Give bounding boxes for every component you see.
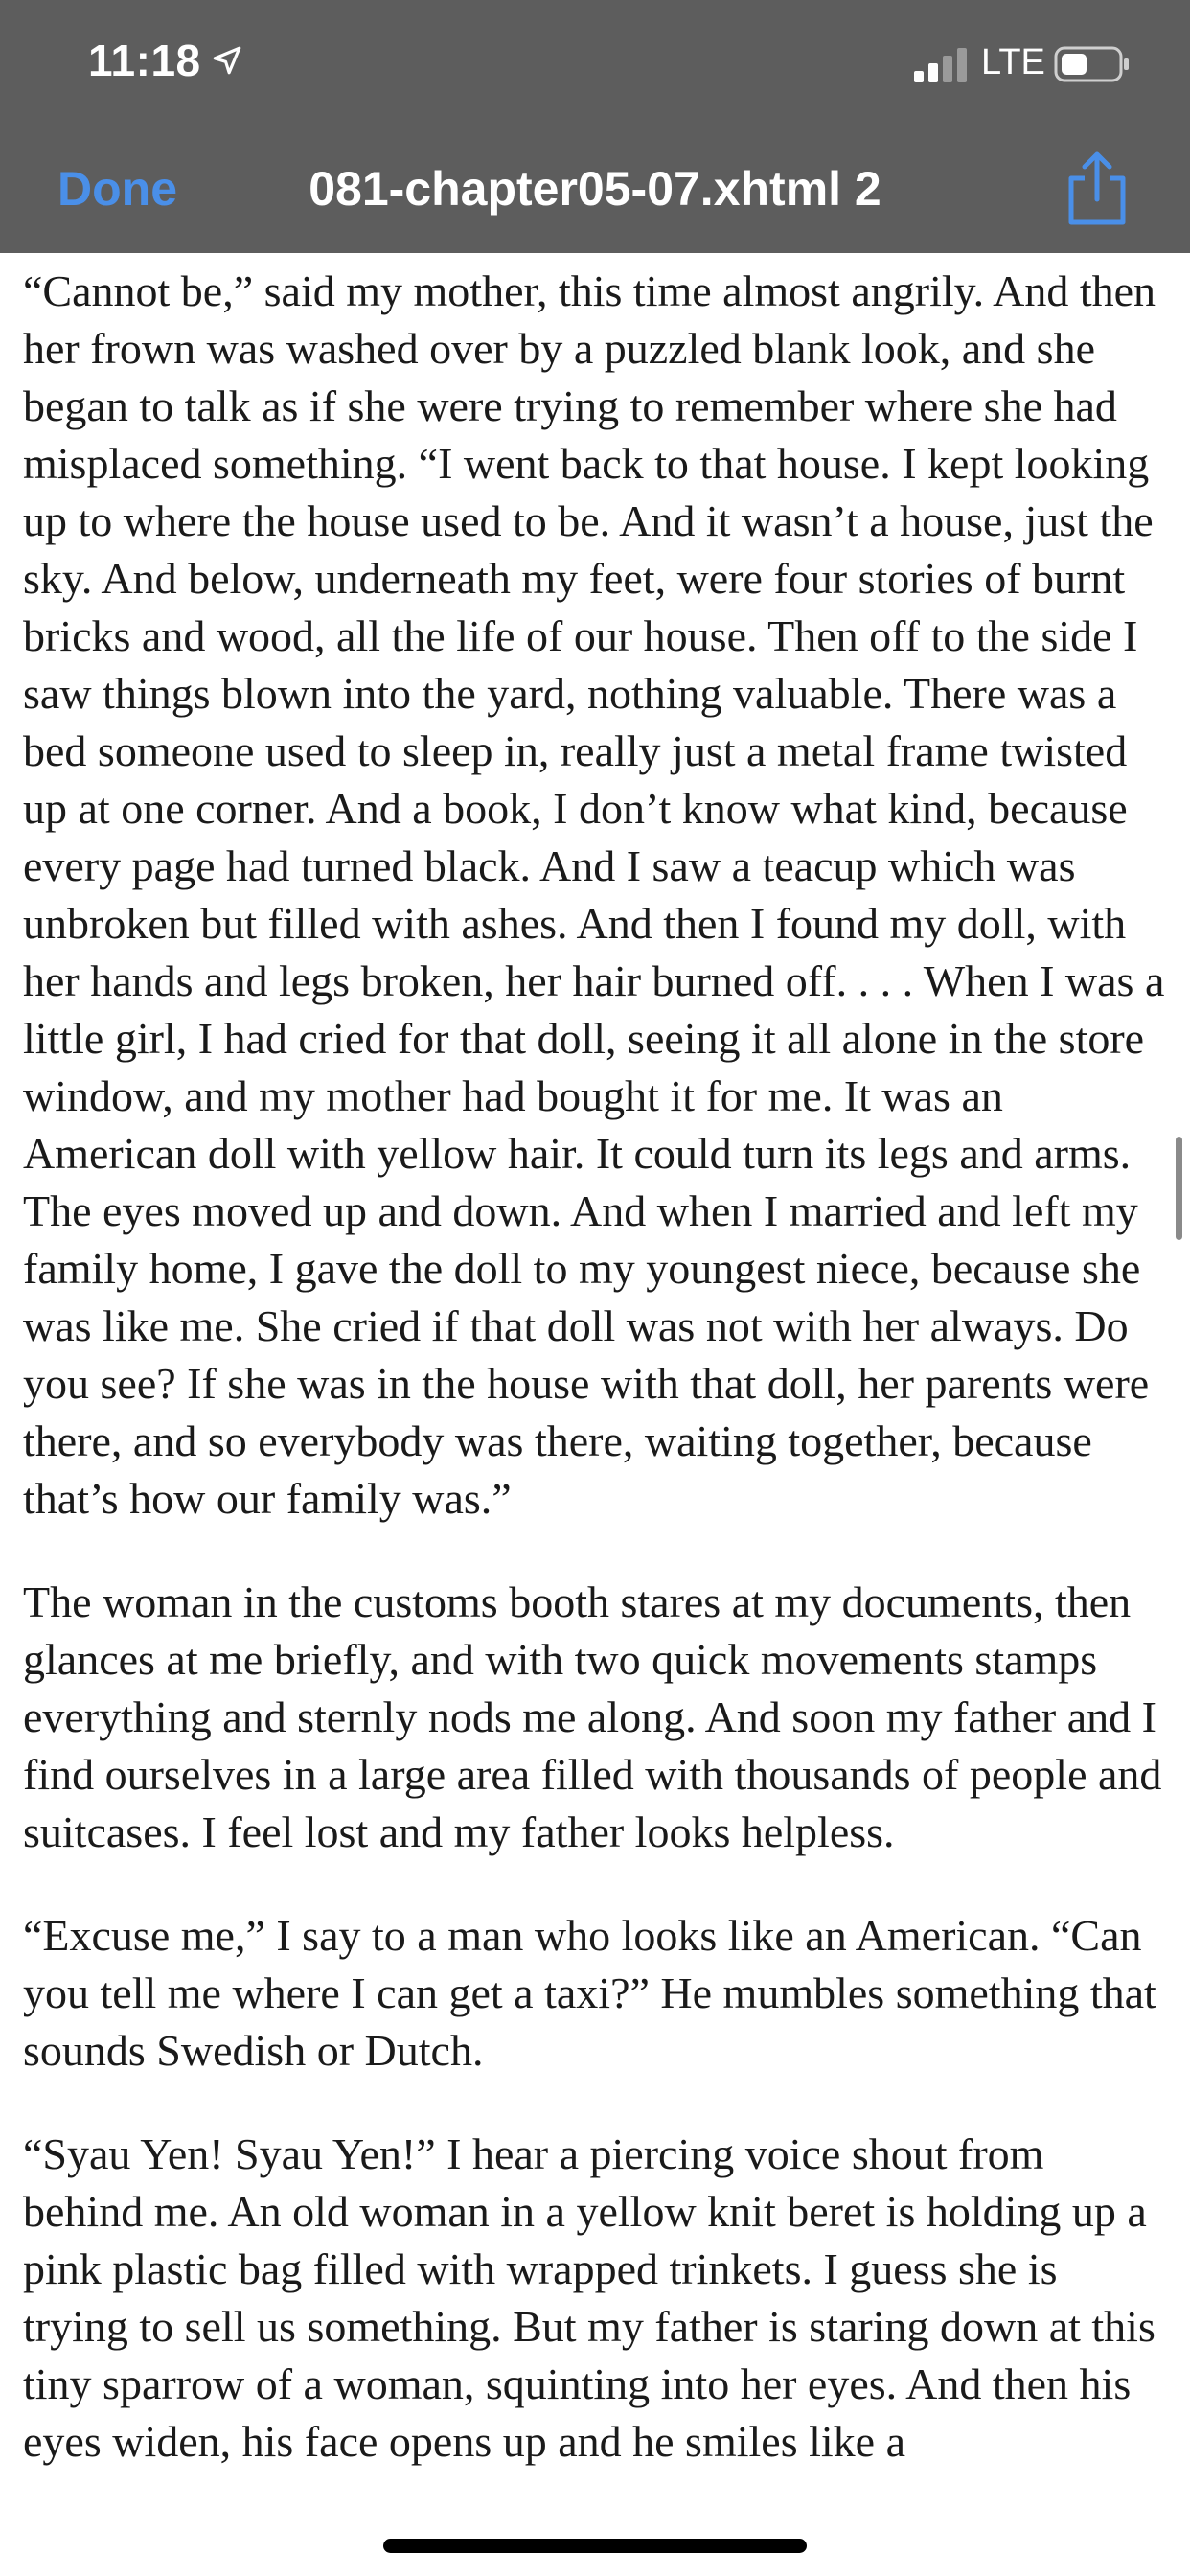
status-time bbox=[88, 34, 243, 86]
location-arrow-icon bbox=[211, 44, 243, 77]
share-icon[interactable] bbox=[1062, 150, 1133, 226]
cellular-signal-icon bbox=[914, 48, 970, 82]
top-bar bbox=[0, 0, 1190, 253]
document-title: 081-chapter05-07.xhtml 2 bbox=[309, 162, 881, 216]
paragraph: “Cannot be,” said my mother, this time almost angrily. And then her frown was washed over by a puzzled blank look, and she began to talk as if she were trying to remember where she had misplaced something. “I went back to that house. I kept looking up to where the house used to be. And it wasn’t a house, just the sky. And below, underneath my feet, were four stories of burnt bricks and wood, all the life of our house. Then off to the side I saw things blown into the yard, nothing valuable. There was a bed someone used to sleep in, really just a metal frame twisted up at one corner. And a book, I don’t know what kind, because every page had turned black. And I saw a teacup which was unbroken but filled with ashes. And then I found my doll, with her hands and legs broken, her hair burned off. . . . When I was a little girl, I had cried for that doll, seeing it all alone in the store window, and my mother had bought it for me. It was an American doll with yellow hair. It could turn its legs and arms. The eyes moved up and down. And when I married and left my family home, I gave the doll to my youngest niece, because she was like me. She cried if that doll was not with her always. Do you see? If she was in the house with that doll, her parents were there, and so everybody was there, waiting together, because that’s how our family was.” bbox=[23, 266, 1165, 1523]
battery-icon bbox=[1054, 46, 1131, 82]
done-button[interactable]: Done bbox=[57, 162, 177, 216]
paragraph: “Syau Yen! Syau Yen!” I hear a piercing voice shout from behind me. An old woman in a yellow knit beret is holding up a pink plastic bag filled with wrapped trinkets. I guess she is trying to sell us something. But my father is staring down at this tiny sparrow of a woman, squinting into her eyes. And then his eyes widen, his face opens up and he smiles like a bbox=[23, 2129, 1156, 2466]
reader-content[interactable] bbox=[0, 253, 1190, 2576]
home-indicator[interactable] bbox=[383, 2539, 807, 2553]
network-type-label: LTE bbox=[981, 42, 1045, 82]
paragraph: “Excuse me,” I say to a man who looks like an American. “Can you tell me where I can get a taxi?” He mumbles something that sounds Swedish or Dutch. bbox=[23, 1911, 1156, 2075]
scroll-indicator[interactable] bbox=[1176, 1137, 1182, 1240]
paragraph: The woman in the customs booth stares at my documents, then glances at me briefly, and with two quick movements stamps everything and sternly nods me along. And soon my father and I find ourselves in a large area filled with thousands of people and suitcases. I feel lost and my father looks helpless. bbox=[23, 1577, 1162, 1856]
chapter-text bbox=[0, 253, 1190, 2471]
status-time-text: 11:18 bbox=[88, 35, 201, 85]
